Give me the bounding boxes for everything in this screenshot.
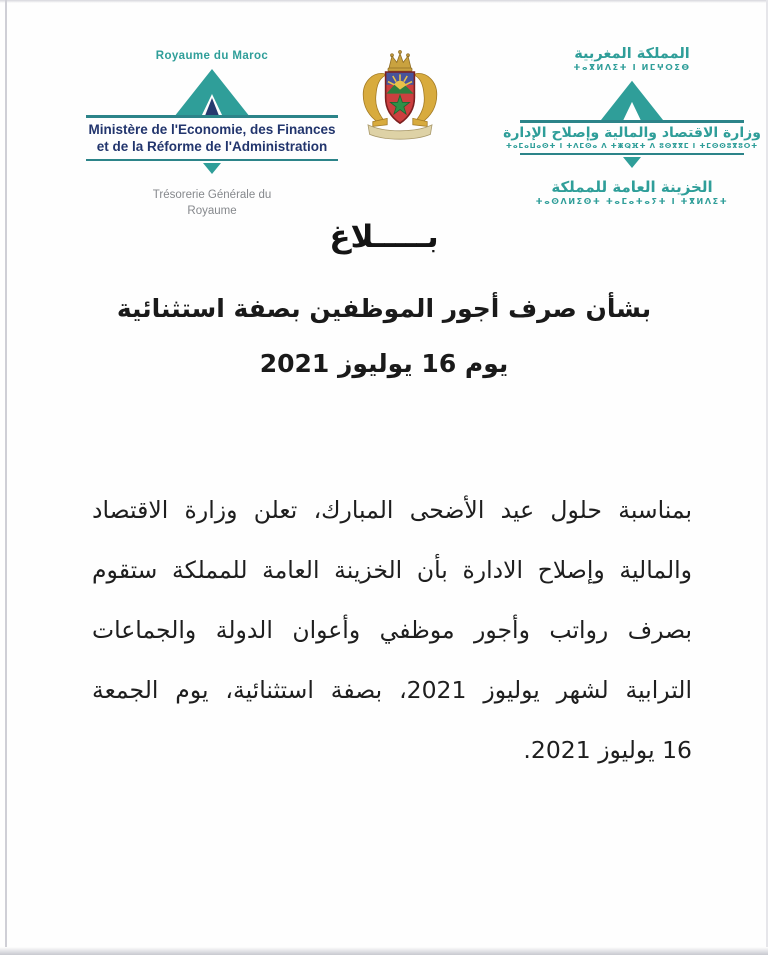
body-line-1: بمناسبة حلول عيد الأضحى المبارك، تعلن وزارة الاقتصاد <box>92 496 692 524</box>
ministry-logo-french <box>86 50 338 219</box>
treasury-name-ar: الخزينة العامة للمملكة <box>551 178 713 196</box>
kingdom-label-tifinagh: ⵜⴰⴳⵍⴷⵉⵜ ⵏ ⵍⵎⵖⵔⵉⴱ <box>573 63 691 72</box>
scan-edge-left <box>5 0 7 955</box>
body-line-5: 16 يوليوز 2021. <box>523 736 692 764</box>
divider-line <box>86 159 338 162</box>
communique-subtitle-line1: بشأن صرف أجور الموظفين بصفة استثنائية <box>116 294 652 323</box>
kingdom-label-ar: المملكة المغربية <box>574 46 690 62</box>
divider-line <box>86 115 338 118</box>
body-line-3: بصرف رواتب وأجور موظفي وأعوان الدولة والجماعات <box>92 616 692 644</box>
treasury-fr-line2: Royaume <box>187 205 237 218</box>
down-triangle-icon <box>623 157 641 168</box>
moroccan-coat-of-arms <box>352 48 448 152</box>
divider-line <box>520 120 744 123</box>
scan-edge-top <box>0 0 768 3</box>
ministry-name-ar: وزارة الاقتصاد والمالية وإصلاح الإدارة <box>503 124 761 141</box>
treasury-fr-line1: Trésorerie Générale du <box>152 189 272 202</box>
body-line-2: والمالية وإصلاح الادارة بأن الخزينة العامة للمملكة ستقوم <box>92 556 692 584</box>
down-triangle-icon <box>203 163 221 174</box>
body-line-4: الترابية لشهر يوليوز 2021، بصفة استثنائية، يوم الجمعة <box>92 676 693 704</box>
communique-body <box>92 480 692 780</box>
scan-edge-bottom <box>0 947 768 955</box>
treasury-name-tifinagh: ⵜⴰⵙⴷⵍⵉⵙⵜ ⵜⴰⵎⴰⵜⴰⵢⵜ ⵏ ⵜⴳⵍⴷⵉⵜ <box>535 197 729 206</box>
communique-subtitle-line2: يوم 16 يوليوز 2021 <box>259 349 509 378</box>
ministry-name-tifinagh: ⵜⴰⵎⴰⵡⴰⵙⵜ ⵏ ⵜⴷⵎⵙⴰ ⴷ ⵜⵥⵕⴼⵜ ⴷ ⵓⵙⴳⴳⵎ ⵏ ⵜⵎⵙⵙⵓⴳⵓⵔⵜ <box>505 141 759 150</box>
ministry-name-fr-line1: Ministère de l'Economie, des Finances <box>88 121 336 137</box>
divider-line <box>520 153 744 156</box>
communique-title: بـــــلاغ <box>329 219 439 255</box>
ministry-chevron-icon <box>174 69 250 117</box>
ministry-name-fr-line2: et de la Réforme de l'Administration <box>96 139 328 155</box>
kingdom-label-fr: Royaume du Maroc <box>155 50 269 62</box>
treasury-name-fr <box>153 187 271 219</box>
ministry-logo-arabic <box>503 46 761 206</box>
ministry-name-fr <box>88 121 335 156</box>
ministry-chevron-icon <box>600 80 664 122</box>
